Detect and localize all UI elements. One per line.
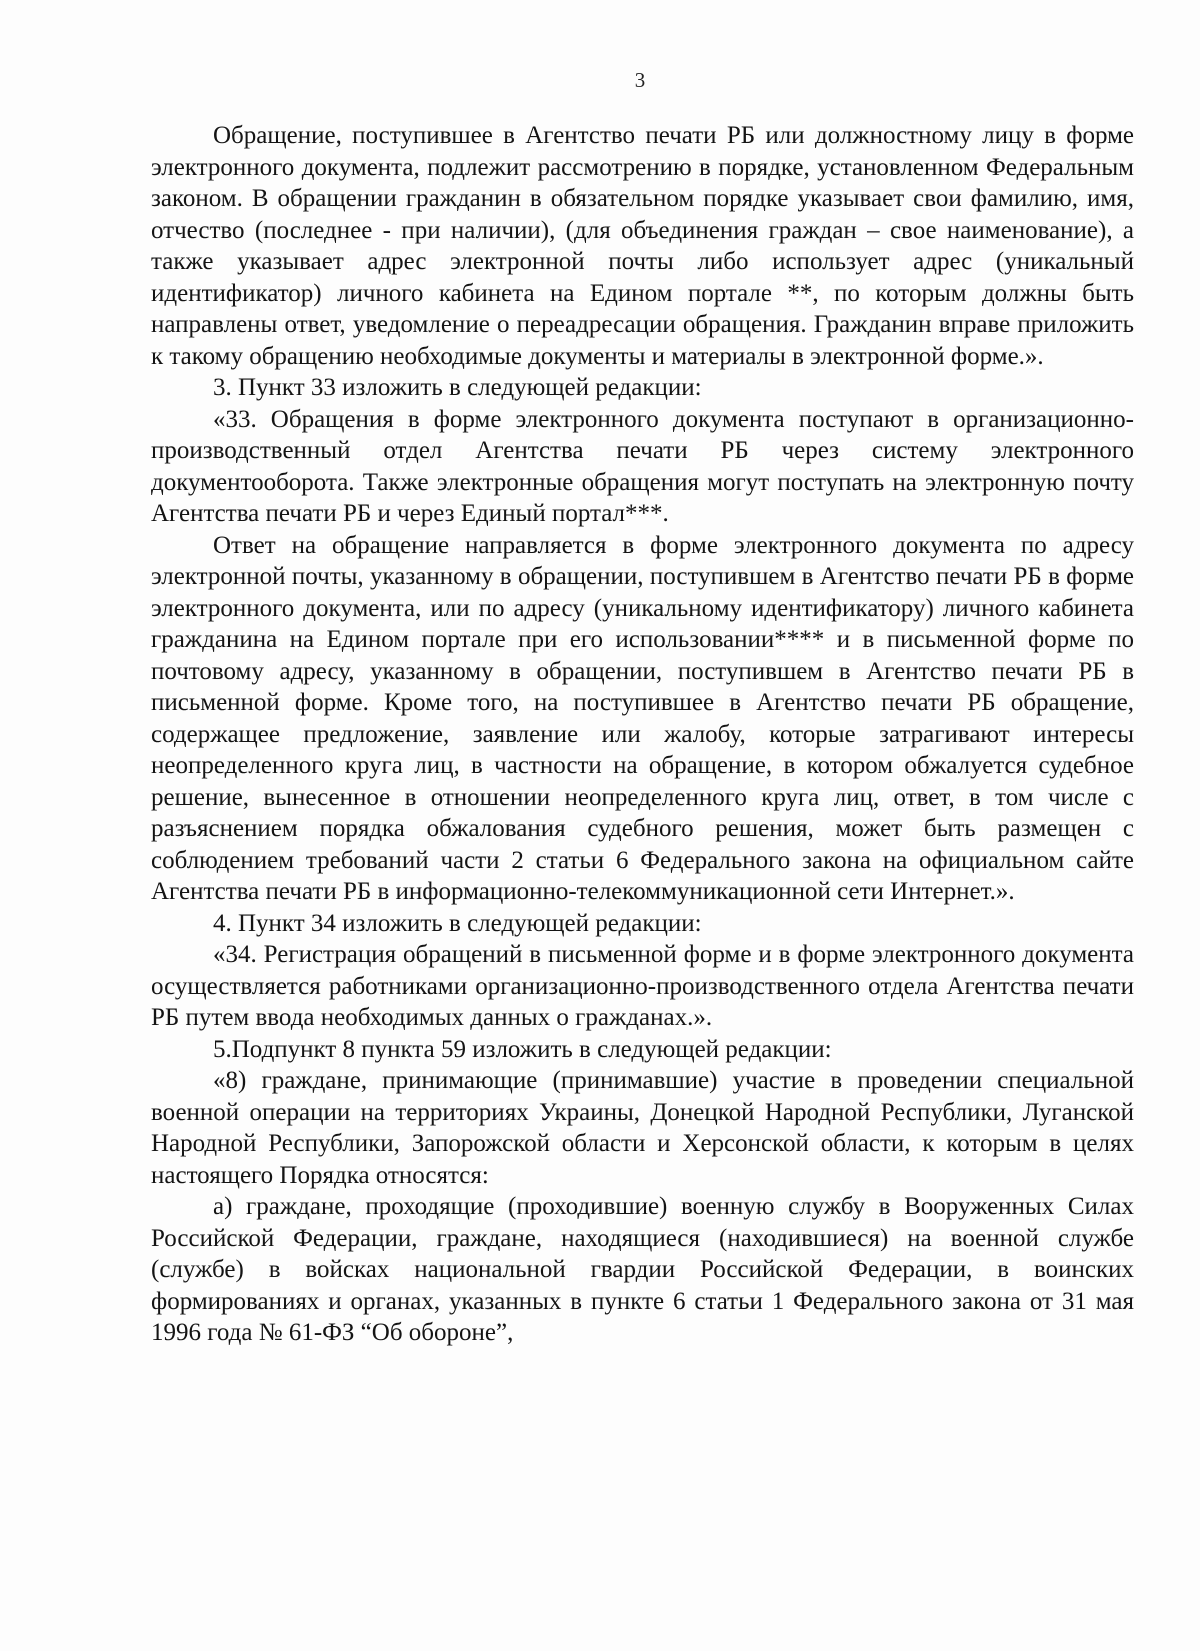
page-number: 3 [634, 68, 646, 92]
paragraph-response: Ответ на обращение направляется в форме электронного документа по адресу электронной почты, указанному в обращении, поступившем в Агентство печати РБ в форме электронного документа, или по адресу (уникальному идентификатору) личного кабинета гражданина на Едином портале при его использовании**** и в письменной форме по почтовому адресу, указанному в обращении, поступившем в Агентство печати РБ в письменной форме. Кроме того, на поступившее в Агентство печати РБ обращение, содержащее предложение, заявление или жалобу, которые затрагивают интересы неопределенного круга лиц, в частности на обращение, в котором обжалуется судебное решение, вынесенное в отношении неопределенного круга лиц, ответ, в том числе с разъяснением порядка обжалования судебного решения, может быть размещен с соблюдением требований части 2 статьи 6 Федерального закона на официальном сайте Агентства печати РБ в информационно-телекоммуникационной сети Интернет.». [151, 531, 1134, 905]
paragraph-subpoint-8: «8) граждане, принимающие (принимавшие) участие в проведении специальной военной операции на территориях Украины, Донецкой Народной Республики, Луганской Народной Республики, Запорожской области и Херсонской области, к которым в целях настоящего Порядка относятся: [151, 1067, 1134, 1189]
document-body [151, 120, 1134, 1349]
paragraph-point-34: «34. Регистрация обращений в письменной форме и в форме электронного документа осуществляется работниками организационно-производственного отдела Агентства печати РБ путем ввода необходимых данных о гражданах.». [151, 941, 1134, 1031]
paragraph-subpoint-a: а) граждане, проходящие (проходившие) военную службу в Вооруженных Силах Российской Федерации, граждане, находящиеся (находившиеся) на военной службе (службе) в войсках национальной гвардии Российской Федерации, в воинских формированиях и органах, указанных в пункте 6 статьи 1 Федерального закона от 31 мая 1996 года № 61-ФЗ “Об обороне”, [151, 1193, 1134, 1346]
paragraph-item-4-heading: 4. Пункт 34 изложить в следующей редакции: [213, 909, 702, 937]
paragraph-item-3-heading: 3. Пункт 33 изложить в следующей редакции: [213, 374, 702, 401]
paragraph-item-5-heading: 5.Подпункт 8 пункта 59 изложить в следующей редакции: [213, 1035, 832, 1063]
paragraph-point-33: «33. Обращения в форме электронного документа поступают в организационно-производственный отдел Агентства печати РБ через систему электронного документооборота. Также электронные обращения могут поступать на электронную почту Агентства печати РБ и через Единый портал***. [151, 405, 1134, 527]
paragraph-electronic-appeal: Обращение, поступившее в Агентство печати РБ или должностному лицу в форме электронного документа, подлежит рассмотрению в порядке, установленном Федеральным законом. В обращении гражданин в обязательном порядке указывает свои фамилию, имя, отчество (последнее - при наличии), (для объединения граждан – свое наименование), а также указывает адрес электронной почты либо использует адрес (уникальный идентификатор) личного кабинета на Едином портале **, по которым должны быть направлены ответ, уведомление о переадресации обращения. Гражданин вправе приложить к такому обращению необходимые документы и материалы в электронной форме.». [151, 122, 1134, 370]
